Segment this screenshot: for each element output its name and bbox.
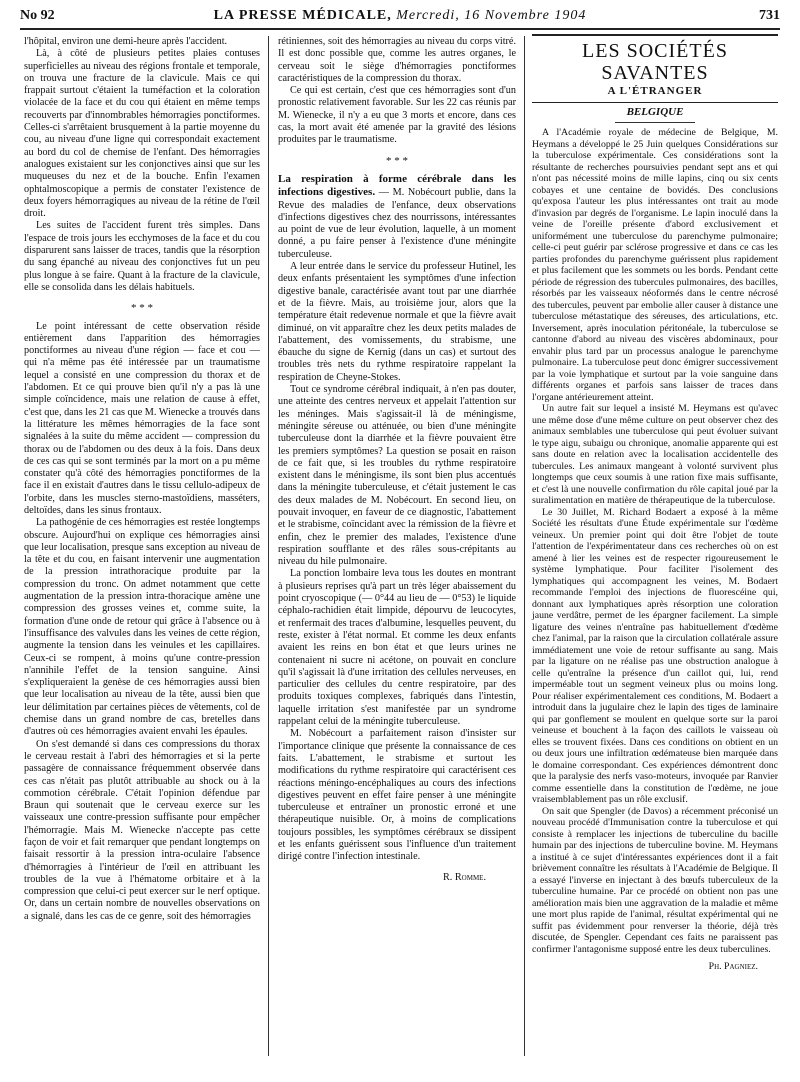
paragraph: M. Nobécourt a parfaitement raison d'insister sur l'importance clinique que présente la connaissance de ces faits. L'abattement, le strabisme et surtout les modifications du rythme respiratoire qui caractérisent ces réactions méningo-encéphaliques au cours des infections digestives peuvent en effet faire penser à une méningite tuberculeuse et entraîner un pronostic erroné et une thérapeutique nuisible. Or, à moins de complications toujours possibles, les symptômes cérébraux se dissipent et les enfants guérissent sous l'influence d'un traitement dirigé contre l'infection intestinale. [278,728,516,863]
paragraph: Tout ce syndrome cérébral indiquait, à n'en pas douter, une atteinte des centres nerveux et appelait l'attention sur les méninges. Mais s'agissait-il là de méningisme, méningite séreuse ou atténuée, ou bien d'une méningite tuberculeuse dont la diarrhée et la fièvre pouvaient être les premiers symptômes? La question se posait en raison de ce fait que, si les troubles du rythme respiratoire existent dans le méningisme, ils sont bien plus accentués dans la méningite tuberculeuse, et c'était justement le cas des deux malades de M. Nobécourt. En second lieu, on pouvait invoquer, en faveur de ce diagnostic, l'abattement et le strabisme, coïncidant avec la rémission de la fièvre et enfin, chez le premier des malades, l'existence d'une respiration soufflante et des râles sous-crépitants au niveau du hile pulmonaire. [278,384,516,568]
issue-number: No 92 [20,8,55,23]
column-left [24,36,260,923]
paragraph: A l'Académie royale de médecine de Belgique, M. Heymans a développé le 25 Juin quelques Considérations sur la tuberculose expérimentale. Ces considérations sont la résultante de recherches poursuivies pendant sept ans et qui n'ont pas nécessité moins de mille lapins, cinq ou six cents cobayes et une centaine de bovidés. Des conclusions qu'exposa l'auteur les plus intéressantes ont trait au mode d'invasion par degrés de l'organisme. Le lapin inoculé dans la veine de l'oreille présente d'abord exclusivement et uniformément une tuberculose du parenchyme pulmonaire; celle-ci peut guérir par sclérose progressive et dans ce cas les parties profondes du parenchyme guérissent plus rapidement et plus facilement que les sommets ou les bords. Pendant cette période de régression des tubercules pulmonaires, des bacilles, résorbés par les vaisseaux néoformés dans le centre nécrosé des tubercules, peuvent par embolie aller causer à distance une tuberculose métastatique des séreuses, des articulations, etc. Inversement, après inoculation péritonéale, la tuberculose se cantonne d'abord au niveau des viscères abdominaux, pour envahir plus tard par un processus analogue le parenchyme pulmonaire. La tuberculose peut donc émigrer successivement par la voie lymphatique et surtout par la voie sanguine dans différents organes et parfois sans laisser de traces dans l'organe antérieurement atteint. [532,127,778,403]
paragraph: La ponction lombaire leva tous les doutes en montrant à plusieurs reprises qu'à part un très léger abaissement du point cryoscopique (— 0°44 au lieu de — 0°53) le liquide céphalo-rachidien était limpide, dépourvu de leucocytes, et renfermait des traces d'albumine, lesquelles peuvent, du reste, exister à l'état normal. Et comme les deux enfants avaient les reins en bon état et que leurs urines ne contenaient ni sucre ni acétone, on pouvait en conclure qu'il s'agissait là d'une irritation des cellules nerveuses, en particulier des cellules du centre respiratoire, par des produits toxiques complexes, fabriqués dans l'intestin, laquelle irritation s'est manifestée par un syndrome rappelant celui de la méningite tuberculeuse. [278,568,516,728]
author-signature: Ph. Pagniez. [708,961,758,972]
paragraph: Ce qui est certain, c'est que ces hémorragies sont d'un pronostic relativement favorable. Sur les 22 cas réunis par M. Wienecke, il n'y a eu que 3 morts et encore, dans ces cas, la mort avait été amenée par la gravité des lésions produites par le traumatisme. [278,85,516,146]
section-title: LES SOCIÉTÉS SAVANTES [532,34,778,84]
paragraph: La pathogénie de ces hémorragies est restée longtemps obscure. Aujourd'hui on explique ces hémorragies ainsi que leur localisation, presque sans exception au niveau de la tête et du cou, en faisant intervenir une augmentation de la pression intrathoracique produite par la compression du tronc. On admet notamment que cette augmentation de la pression intra-thoracique amène une compression des grosses veines et, comme suite, la formation d'une onde de retour qui grâce à l'absence ou à l'insuffisance des valvules dans les veines de cette région, augmente la tension dans les veinules et les capillaires. Ceux-ci se rompent, à moins qu'une contre-pression n'annihile l'effet de la tension sanguine. Ainsi s'expliqueraient la genèse de ces hémorragies aussi bien que leur localisation au niveau de la tête, aussi bien que leur délimitation par certaines pièces de vêtements, col de chemise dans un grand nombre de cas, bretelles dans d'autres où ces hémorragies avaient envahi les épaules. [24,517,260,738]
paragraph: On sait que Spengler (de Davos) a récemment préconisé un nouveau procédé d'Immunisation contre la tuberculose et qui consiste à remplacer les injections de tuberculine du bacille humain par des injections de tuberculine bovine. M. Heymans a institué à ce sujet d'intéressantes expériences dont il a fait brièvement connaître les résultats à l'Académie de Belgique. Il a essayé l'inverse en injectant à des bœufs tuberculeux de la tuberculine humaine. Par ce procédé on obtient non pas une amélioration mais bien une aggravation de la maladie et même une mort plus rapide de l'animal, résultat expérimental qui ne suffit pas évidemment pour renverser la théorie, déjà très discutée, de Spengler. Cependant ces faits ne paraissent pas confirmer l'antagonisme supposé entre les deux tuberculines. [532,805,778,955]
paragraph: rétiniennes, soit des hémorragies au niveau du corps vitré. Il est donc possible que, comme les autres organes, le cerveau soit le siège d'hémorragies ponctiformes caractéristiques de la compression du thorax. [278,36,516,84]
paragraph: Là, à côté de plusieurs petites plaies contuses superficielles au niveau des régions frontale et temporale, on trouva une fracture de la clavicule. Mais ce qui frappait surtout c'étaient la tuméfaction et la coloration violacée de la face et du cou qui étaient en même temps recouverts par d'innombrables hémorragies ponctiformes. Celles-ci s'arrêtaient brusquement à la partie moyenne du cou, au niveau d'une ligne qui correspondait exactement au bord du col de chemise de l'enfant. Des hémorragies analogues existaient sur les conjonctives ainsi que sur les muqueuses du nez et de la bouche. Enfin l'examen ophtalmoscopique a permis de constater l'existence de deux foyers hémorragiques au niveau de la rétine de l'œil droit. [24,48,260,220]
paragraph: On s'est demandé si dans ces compressions du thorax le cerveau restait à l'abri des hémorragies et si la perte passagère de connaissance fréquemment observée dans ces cas n'était pas plutôt attribuable au shock ou à la commotion cérébrale. C'était l'opinion défendue par Braun qui soutenait que le cerveau exerce sur les vaisseaux une contre-pression suffisante pour empêcher l'hémorragie. Mais M. Wienecke n'accepte pas cette façon de voir et fait remarquer que pendant longtemps on faisait ressortir à la pression intra-oculaire l'absence d'hémorragies à l'intérieur de l'œil en attribuant les troubles de la vue à l'hématome orbitaire et à la compression que celui-ci peut exercer sur le nerf optique. Or, dans un certain nombre de nouvelles observations on a signalé, dans les cas de ce genre, soit des hémorragies [24,738,260,922]
paragraph: Le point intéressant de cette observation réside entièrement dans l'apparition des hémorragies ponctiformes au niveau d'une région — face et cou — qui n'a même pas été intéressée par un traumatisme lequel a consisté en une compression du thorax et de l'abdomen. Et ce qui prouve bien qu'il n'y a pas là une simple coïncidence, mais une relation de cause à effet, c'est que, dans les 21 cas que M. Wienecke a trouvés dans la littérature les mêmes hémorragies de la face sont signalées à la suite du même accident — compression du thorax ou de l'abdomen ou des deux à la fois. Dans deux de ces cas qui se sont terminés par la mort on a pu même constater qu'à côté des hémorragies ponctiformes de la face il en existait d'autres dans le tissu cellulo-adipeux de l'orbite, dans les muscles sterno-mastoïdiens, masséters, deltoïdes, dans les sinus frontaux. [24,320,260,516]
article-intro: — M. Nobécourt publie, dans la Revue des maladies de l'enfance, deux observations d'infections digestives chez des nourrissons, intéressantes au point de vue de leur évolution, laquelle, à un moment donné, a pu faire penser à l'existence d'une méningite tuberculeuse. [278,187,516,260]
article-title: La respiration à forme cérébrale dans les infections digestives. [278,172,516,199]
paragraph: A leur entrée dans le service du professeur Hutinel, les deux enfants présentaient les symptômes d'une infection digestive banale, caractérisée avant tout par une diarrhée et de la fièvre. Mais, au troisième jour, alors que la température était redevenue normale et que la fièvre avait diminué, on vit apparaître chez les deux petits malades de l'abattement, des vomissements, du strabisme, une ébauche du signe de Kernig (dans un cas) et surtout des troubles très nets du rythme respiratoire rappelant la respiration de Cheyne-Stokes. [278,261,516,383]
column-middle [278,36,516,884]
paragraph: l'hôpital, environ une demi-heure après l'accident. [24,36,228,47]
issue-date: Mercredi, 16 Novembre 1904 [396,8,587,23]
author-signature: R. Romme. [442,871,486,883]
paragraph: Les suites de l'accident furent très simples. Dans l'espace de trois jours les ecchymoses de la face et du cou disparurent sans laisser de traces, tandis que la résorption du sang épanché au niveau des conjonctives fut un peu plus longue à se faire. Quant à la fracture de la clavicule, elle se consolida dans les délais habituels. [24,220,260,293]
column-divider-1 [268,36,269,1056]
journal-title-line [20,8,780,24]
column-divider-2 [524,36,525,1056]
paragraph: Le 30 Juillet, M. Richard Bodaert a exposé à la même Société les résultats d'une Étude expérimentale sur l'œdème veineux. Un premier point qui doit être l'objet de toute l'attention de l'expérimentateur dans ces recherches où on est amené à lier les veines est de respecter rigoureusement le système lymphatique. Pour faciliter l'isolement des lymphatiques qui accompagnent les veines, M. Bodaert recommande l'emploi des injections de fluorescéine qui, donnant aux lymphatiques après résorption une coloration jaune verdâtre, permet de les épargner facilement. La simple ligature des veines n'entraîne pas habituellement d'œdème chez l'animal, par la raison que la circulation collatérale assure immédiatement une voie de retour suffisante au sang. Mais par la ligature on ne réalise pas une obstruction analogue à celle qu'entraîne la présence d'un caillot qui, lui, rend imperméable tout un segment veineux plus ou moins long. Pour réaliser expérimentalement ces conditions, M. Bodaert a introduit dans la jugulaire chez le lapin des tiges de laminaire qui par gonflement se moulent en quelque sorte sur la paroi veineuse et bouchent à la façon des caillots le vaisseau où elles se trouvent fixées. Dans ces conditions on obtient en un ou deux jours une infiltration œdémateuse bien marquée dans le domaine correspondant. Ces expériences démontrent donc que la paralysie des nerfs vaso-moteurs, invoquée par Ranvier comme essentielle dans la constitution de l'œdème, ne joue vraisemblablement pas un rôle exclusif. [532,506,778,805]
section-subtitle: A L'ÉTRANGER [532,86,778,103]
section-separator: * * * [386,154,408,167]
column-right [532,36,778,973]
paragraph: Un autre fait sur lequel a insisté M. Heymans est qu'avec une même dose d'une même culture on peut observer chez des animaux semblables une tuberculose qui peut évoluer suivant le type aigu, subaigu ou chronique, anomalie apparente qui est sans doute en relation avec la localisation accidentelle des tubercules. Les animaux mangeant à volonté survivent plus longtemps que ceux soumis à une ration fixe mais suffisante, et c'est là une nouvelle confirmation du rôle capital joué par la suralimentation en matière de thérapeutique de la tuberculose. [532,403,778,506]
page-number: 731 [759,8,780,23]
article-heading [278,173,516,261]
section-separator: * * * [131,302,153,315]
page-header [20,6,780,30]
country-heading: BELGIQUE [626,105,684,118]
journal-name: LA PRESSE MÉDICALE, [213,8,392,23]
heading-rule [615,122,695,123]
